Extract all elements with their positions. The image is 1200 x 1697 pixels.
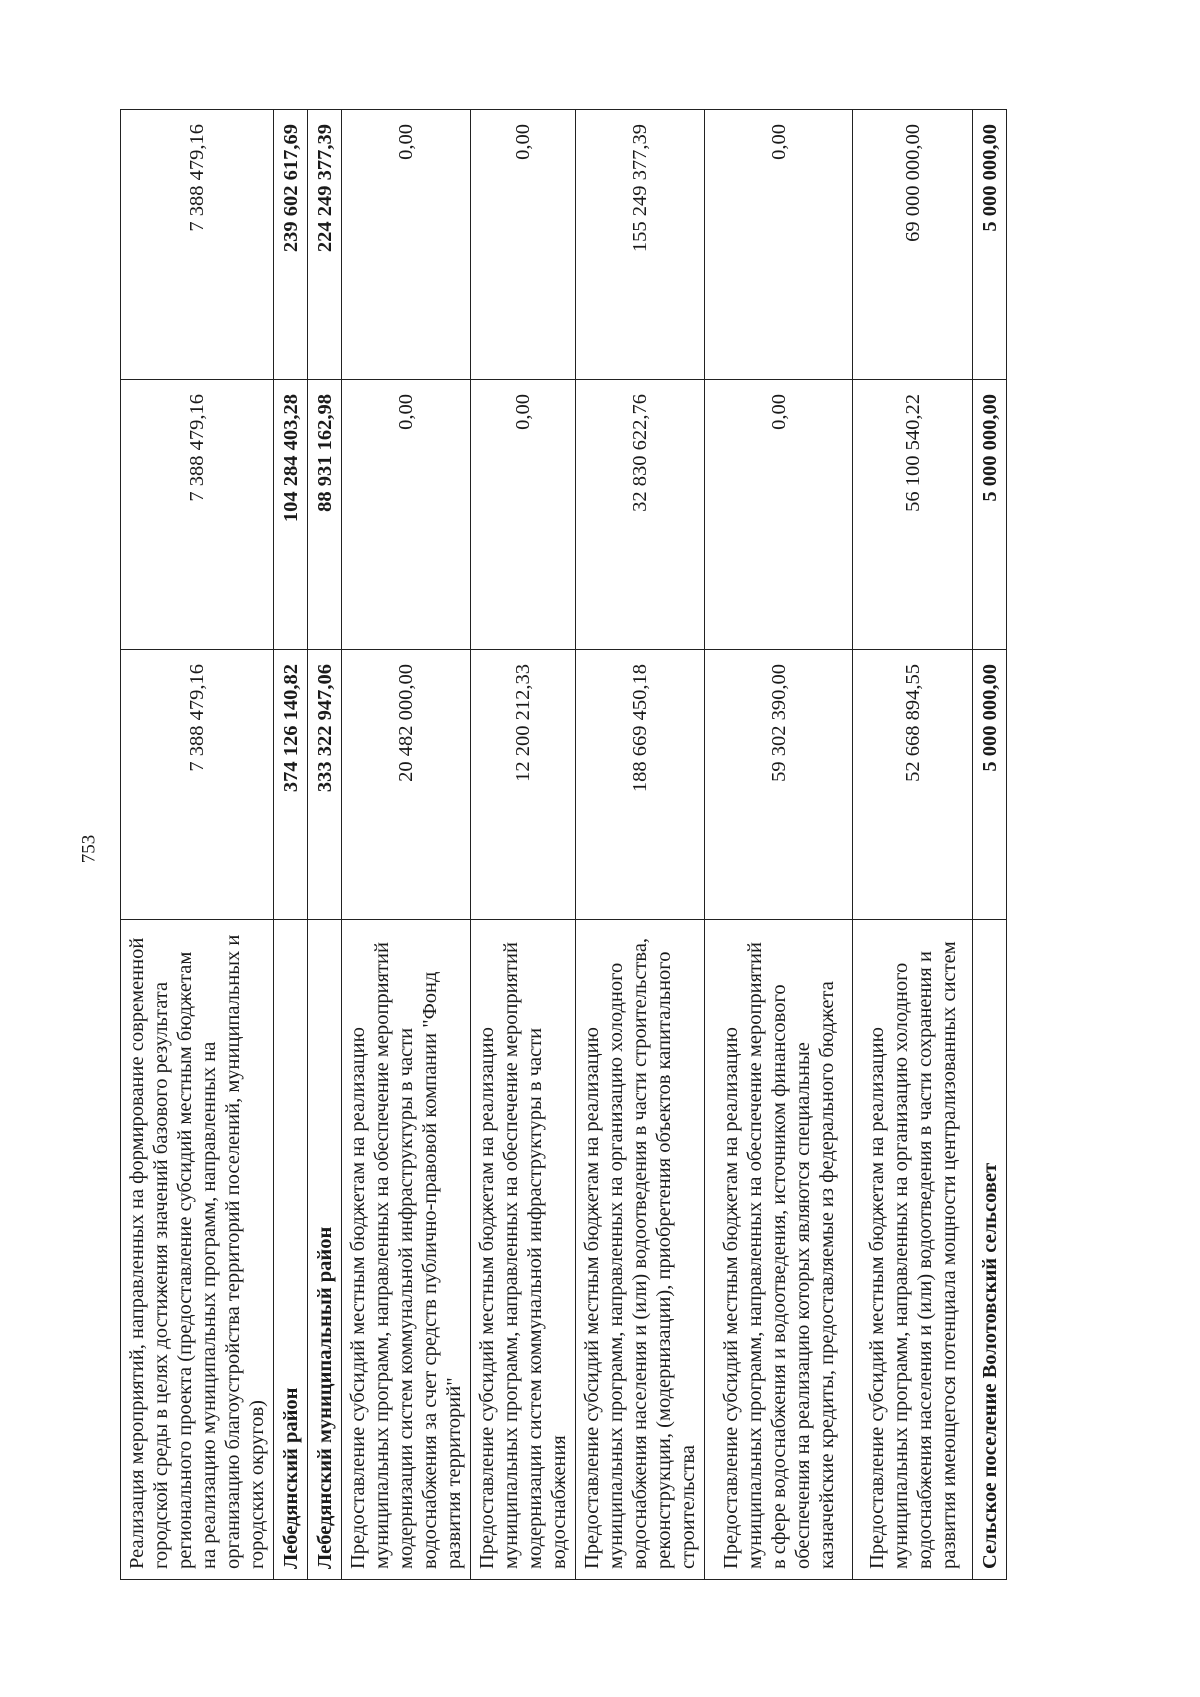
- rotated-page: [120, 110, 1020, 1580]
- row-value-2: 0,00: [342, 380, 471, 650]
- row-description: Сельское поселение Волотовский сельсовет: [973, 920, 1007, 1580]
- row-description: Предоставление субсидий местным бюджетам на реализацию муниципальных программ, направленных на обеспечение мероприятий модернизации систем коммунальной инфраструктуры в части водоснабжения за счет средств публично-правовой компании "Фонд развития территорий": [342, 920, 471, 1580]
- row-value-3: 224 249 377,39: [308, 110, 342, 380]
- row-value-3: 0,00: [705, 110, 853, 380]
- row-value-1: 333 322 947,06: [308, 650, 342, 920]
- row-value-2: 0,00: [471, 380, 576, 650]
- row-value-2: 0,00: [705, 380, 853, 650]
- row-description: Предоставление субсидий местным бюджетам на реализацию муниципальных программ, направленных на обеспечение мероприятий в сфере водоснабжения и водоотведения, источником финансового обеспечения на реализацию которых являются специальные казначейские кредиты, предоставляемые из федерального бюджета: [705, 920, 853, 1580]
- row-value-3: 0,00: [471, 110, 576, 380]
- row-value-3: 155 249 377,39: [576, 110, 705, 380]
- row-value-2: 5 000 000,00: [973, 380, 1007, 650]
- table-row-total: [274, 110, 308, 1580]
- table-row: [576, 110, 705, 1580]
- table-row-total: [308, 110, 342, 1580]
- row-value-3: 69 000 000,00: [853, 110, 973, 380]
- row-description: Лебедянский муниципальный район: [308, 920, 342, 1580]
- row-value-2: 88 931 162,98: [308, 380, 342, 650]
- row-value-1: 374 126 140,82: [274, 650, 308, 920]
- row-value-1: 12 200 212,33: [471, 650, 576, 920]
- row-value-2: 56 100 540,22: [853, 380, 973, 650]
- row-value-1: 5 000 000,00: [973, 650, 1007, 920]
- row-value-3: 239 602 617,69: [274, 110, 308, 380]
- row-value-3: 7 388 479,16: [121, 110, 274, 380]
- table-row: [705, 110, 853, 1580]
- table-row: [853, 110, 973, 1580]
- row-description: Предоставление субсидий местным бюджетам на реализацию муниципальных программ, направленных на организацию холодного водоснабжения населения и (или) водоотведения в части сохранения и развития имеющегося потенциала мощности централизованных систем: [853, 920, 973, 1580]
- row-description: Лебедянский район: [274, 920, 308, 1580]
- budget-table-body: [121, 110, 1007, 1580]
- row-value-3: 5 000 000,00: [973, 110, 1007, 380]
- page-number: 753: [78, 834, 100, 864]
- table-row-total: [973, 110, 1007, 1580]
- table-row: [471, 110, 576, 1580]
- row-value-1: 7 388 479,16: [121, 650, 274, 920]
- row-description: Предоставление субсидий местным бюджетам на реализацию муниципальных программ, направленных на обеспечение мероприятий модернизации систем коммунальной инфраструктуры в части водоснабжения: [471, 920, 576, 1580]
- row-value-1: 20 482 000,00: [342, 650, 471, 920]
- row-value-3: 0,00: [342, 110, 471, 380]
- row-description: Реализация мероприятий, направленных на формирование современной городской среды в целях достижения значений базового результата регионального проекта (предоставление субсидий местным бюджетам на реализацию муниципальных программ, направленных на организацию благоустройства территорий поселений, муниципальных и городских округов): [121, 920, 274, 1580]
- row-description: Предоставление субсидий местным бюджетам на реализацию муниципальных программ, направленных на организацию холодного водоснабжения населения и (или) водоотведения в части строительства, реконструкции, (модернизации), приобретения объектов капитального строительства: [576, 920, 705, 1580]
- table-row: [342, 110, 471, 1580]
- table-row: [121, 110, 274, 1580]
- row-value-2: 32 830 622,76: [576, 380, 705, 650]
- row-value-1: 59 302 390,00: [705, 650, 853, 920]
- row-value-2: 7 388 479,16: [121, 380, 274, 650]
- row-value-2: 104 284 403,28: [274, 380, 308, 650]
- row-value-1: 52 668 894,55: [853, 650, 973, 920]
- budget-table: [120, 109, 1007, 1580]
- row-value-1: 188 669 450,18: [576, 650, 705, 920]
